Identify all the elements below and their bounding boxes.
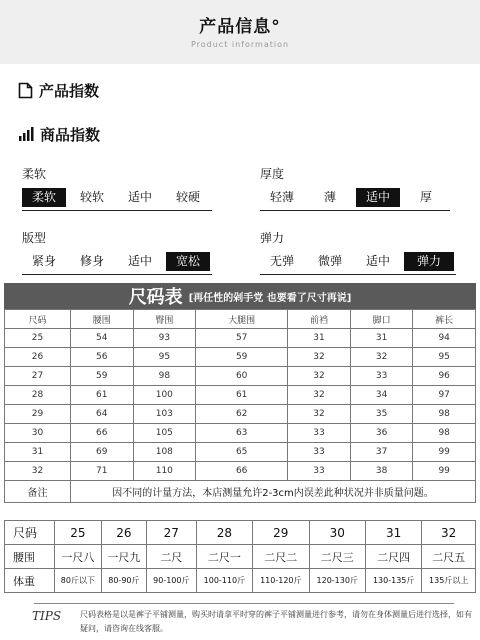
table-row	[5, 569, 476, 593]
table-row	[5, 443, 476, 462]
table-cell: 63	[196, 424, 288, 443]
table-cell: 33	[288, 424, 351, 443]
table-cell: 26	[101, 521, 146, 545]
table-cell: 90-100斤	[146, 569, 196, 593]
product-index-title: 产品指数	[39, 82, 100, 100]
table-cell: 99	[413, 462, 476, 481]
table-cell: 尺码	[5, 521, 55, 545]
table-cell: 31	[288, 329, 351, 348]
table-cell: 35	[350, 405, 413, 424]
table-cell: 33	[288, 462, 351, 481]
elasticity-option: 微弹	[317, 254, 342, 268]
table-cell: 37	[350, 443, 413, 462]
product-index-heading	[18, 80, 99, 101]
elasticity-label: 弹力	[260, 231, 285, 245]
thickness-underline	[260, 210, 450, 211]
header-subtitle: Product information	[190, 40, 290, 49]
tips-text: 尺码表格是以是裤子平铺测量，购买时请拿平时穿的裤子平铺测量进行参考，请勿在身体测量后进行选择，如有疑问，请咨询在线客服。	[80, 610, 472, 633]
table-cell: 29	[253, 521, 309, 545]
table-cell: 28	[196, 521, 252, 545]
fit-options	[22, 252, 210, 271]
table-note-row	[5, 481, 476, 503]
table-cell: 80斤以下	[55, 569, 102, 593]
table-cell: 57	[196, 329, 288, 348]
table-cell: 105	[133, 424, 196, 443]
table-cell: 135斤以上	[422, 569, 476, 593]
goods-index-heading	[18, 124, 100, 145]
table-cell: 二尺一	[196, 545, 252, 569]
table-cell: 32	[422, 521, 476, 545]
table-cell: 33	[288, 443, 351, 462]
elasticity-option: 适中	[365, 254, 390, 268]
elasticity-options	[260, 252, 454, 271]
table-cell: 28	[5, 386, 71, 405]
softness-options	[22, 188, 210, 207]
table-row	[5, 462, 476, 481]
table-cell: 95	[133, 348, 196, 367]
weight-table	[4, 520, 476, 593]
table-cell: 130-135斤	[365, 569, 421, 593]
table-cell: 66	[71, 424, 134, 443]
thickness-options	[260, 188, 448, 207]
table-cell: 98	[133, 367, 196, 386]
table-cell: 98	[413, 424, 476, 443]
table-cell: 27	[5, 367, 71, 386]
thickness-option: 轻薄	[269, 190, 294, 204]
size-chart-title: 尺码表	[128, 287, 183, 308]
table-cell: 110-120斤	[253, 569, 309, 593]
table-cell: 二尺三	[309, 545, 365, 569]
softness-underline	[22, 210, 212, 211]
table-row	[5, 329, 476, 348]
elasticity-underline	[260, 274, 456, 275]
table-row	[5, 405, 476, 424]
table-cell: 31	[5, 443, 71, 462]
fit-underline	[22, 274, 212, 275]
table-cell: 61	[71, 386, 134, 405]
table-row	[5, 348, 476, 367]
table-cell: 93	[133, 329, 196, 348]
size-table-header	[5, 310, 476, 329]
softness-label: 柔软	[22, 167, 47, 181]
table-row	[5, 386, 476, 405]
table-cell: 69	[71, 443, 134, 462]
table-header-cell: 腰围	[71, 310, 134, 329]
table-cell: 100	[133, 386, 196, 405]
table-cell: 31	[365, 521, 421, 545]
table-cell: 27	[146, 521, 196, 545]
fit-option: 紧身	[31, 254, 56, 268]
bar-chart-icon	[18, 127, 34, 142]
softness-option: 适中	[127, 190, 152, 204]
table-cell: 32	[288, 386, 351, 405]
fit-option: 适中	[127, 254, 152, 268]
table-cell: 71	[71, 462, 134, 481]
table-cell: 30	[309, 521, 365, 545]
fit-option: 修身	[79, 254, 104, 268]
table-cell: 二尺四	[365, 545, 421, 569]
table-cell: 一尺八	[55, 545, 102, 569]
size-chart-note: [再任性的剁手党 也要看了尺寸再说]	[188, 292, 352, 304]
table-cell: 110	[133, 462, 196, 481]
table-header-cell: 大腿围	[196, 310, 288, 329]
table-header-cell: 脚口	[350, 310, 413, 329]
elasticity-option: 弹力	[404, 252, 454, 271]
table-cell: 94	[413, 329, 476, 348]
table-cell: 一尺九	[101, 545, 146, 569]
table-cell: 25	[5, 329, 71, 348]
thickness-option: 厚	[419, 190, 432, 204]
table-cell: 65	[196, 443, 288, 462]
table-cell: 32	[350, 348, 413, 367]
table-cell: 34	[350, 386, 413, 405]
softness-option: 较硬	[175, 190, 200, 204]
table-cell: 61	[196, 386, 288, 405]
table-cell: 98	[413, 405, 476, 424]
table-cell: 96	[413, 367, 476, 386]
table-cell: 二尺二	[253, 545, 309, 569]
table-cell: 99	[413, 443, 476, 462]
table-header-cell: 尺码	[5, 310, 71, 329]
note-text: 因不同的计量方法，本店测量允许2-3cm内误差此种状况并非质量问题。	[71, 481, 476, 503]
table-cell: 体重	[5, 569, 55, 593]
header-title: 产品信息°	[199, 17, 281, 37]
table-cell: 36	[350, 424, 413, 443]
table-cell: 108	[133, 443, 196, 462]
table-cell: 80-90斤	[101, 569, 146, 593]
size-chart-banner	[4, 283, 476, 309]
table-cell: 62	[196, 405, 288, 424]
table-cell: 32	[5, 462, 71, 481]
table-cell: 59	[71, 367, 134, 386]
table-cell: 25	[55, 521, 102, 545]
table-cell: 32	[288, 405, 351, 424]
table-cell: 56	[71, 348, 134, 367]
table-cell: 腰围	[5, 545, 55, 569]
size-table	[4, 309, 476, 503]
table-header-cell: 臀围	[133, 310, 196, 329]
table-header-cell: 裤长	[413, 310, 476, 329]
table-cell: 29	[5, 405, 71, 424]
table-cell: 33	[350, 367, 413, 386]
table-cell: 100-110斤	[196, 569, 252, 593]
table-row	[5, 521, 476, 545]
document-icon	[18, 82, 33, 99]
table-cell: 二尺	[146, 545, 196, 569]
table-header-cell: 前裆	[288, 310, 351, 329]
thickness-option: 适中	[356, 188, 400, 207]
table-cell: 32	[288, 367, 351, 386]
fit-label: 版型	[22, 231, 47, 245]
table-cell: 64	[71, 405, 134, 424]
table-row	[5, 424, 476, 443]
table-cell: 120-130斤	[309, 569, 365, 593]
elasticity-option: 无弹	[269, 254, 294, 268]
table-cell: 31	[350, 329, 413, 348]
table-cell: 97	[413, 386, 476, 405]
table-cell: 26	[5, 348, 71, 367]
tips-divider	[34, 603, 454, 604]
table-cell: 60	[196, 367, 288, 386]
table-cell: 95	[413, 348, 476, 367]
note-label: 备注	[5, 481, 71, 503]
table-cell: 32	[288, 348, 351, 367]
softness-option: 柔软	[22, 188, 66, 207]
table-cell: 30	[5, 424, 71, 443]
thickness-option: 薄	[323, 190, 336, 204]
table-cell: 103	[133, 405, 196, 424]
table-cell: 38	[350, 462, 413, 481]
goods-index-title: 商品指数	[40, 126, 101, 144]
table-cell: 二尺五	[422, 545, 476, 569]
table-row	[5, 367, 476, 386]
page-header	[0, 0, 480, 64]
table-row	[5, 545, 476, 569]
fit-option: 宽松	[166, 252, 210, 271]
softness-option: 较软	[79, 190, 104, 204]
table-cell: 59	[196, 348, 288, 367]
table-cell: 66	[196, 462, 288, 481]
tips-label: TIPS	[32, 609, 62, 623]
thickness-label: 厚度	[260, 167, 285, 181]
table-cell: 54	[71, 329, 134, 348]
